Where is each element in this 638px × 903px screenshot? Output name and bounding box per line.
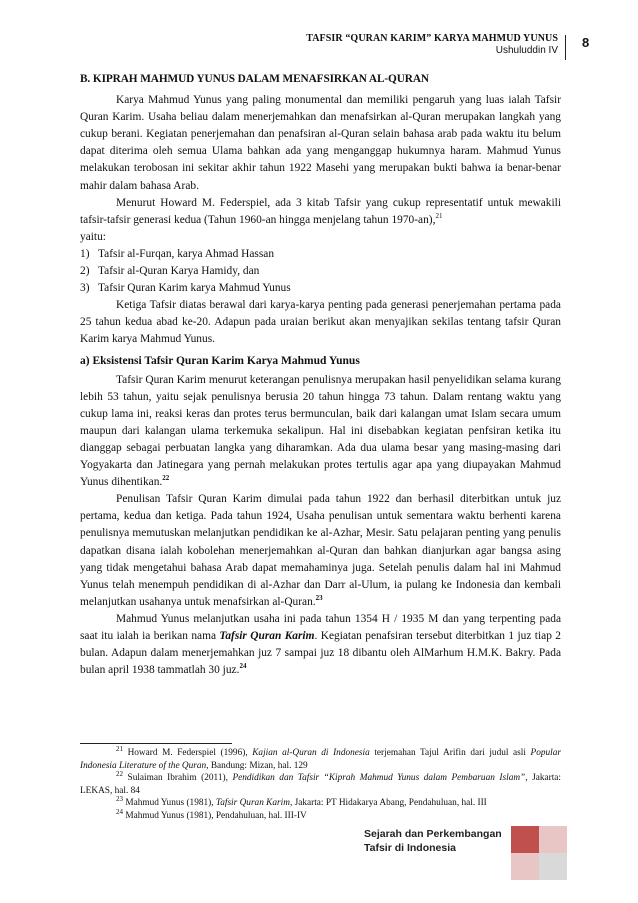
section-a-paragraph-3 bbox=[80, 611, 561, 679]
footnote-title: Kajian al-Quran di Indonesia bbox=[252, 748, 370, 758]
para-text: Tafsir Quran Karim menurut keterangan penulisnya merupakan hasil penyelidikan selama kurang lebih 53 tahun, yaitu sejak penulisnya berusia 20 tahun hingga 73 tahun. Dalam rentang waktu yang cukup lama ini, reaksi keras dan protes terus bermunculan, baik dari kalangan umat Islam secara umum maupun dari kalangan ulama terkemuka sekalipun. Hal ini disebabkan kegiatan penfsiran ketika itu dianggap sebagai perbuatan langka yang diharamkan. Ada dua ulama besar yang masing-masing dari Yogyakarta dan Jatinegara yang pernah melakukan protes tertulis agar apa yang diupayakan Mahmud Yunus dihentikan. bbox=[80, 373, 561, 489]
footnotes bbox=[80, 744, 561, 823]
footnote-text: Howard M. Federspiel (1996), bbox=[123, 748, 253, 758]
footnote-21 bbox=[80, 744, 561, 772]
footnote-ref-24[interactable]: 24 bbox=[239, 662, 247, 671]
footnote-title: Tafsir Quran Karim bbox=[215, 798, 290, 809]
decor-square-grey bbox=[539, 853, 567, 880]
header-divider bbox=[565, 35, 566, 60]
para-text: . Kegiatan penafsiran tersebut diterbitkan 1 juz tiap 2 bulan. Adapun dalam menerjemahkan juz 7 sampai juz 18 dibantu oleh AlMarhum H.M.K. Bakry. Pada bulan april 1938 tammatlah 30 juz. bbox=[80, 630, 561, 677]
footnote-title: Popular Indonesia Literature of the Quran bbox=[80, 748, 561, 771]
footer-title bbox=[364, 827, 502, 855]
list-text: Tafsir Quran Karim karya Mahmud Yunus bbox=[98, 282, 291, 295]
footnote-number: 21 bbox=[116, 744, 123, 753]
list-item bbox=[80, 280, 561, 297]
footnote-title: Pendidikan dan Tafsir “Kiprah Mahmud Yunus dalam Pembaruan Islam” bbox=[232, 773, 526, 784]
section-a-heading: a) Eksistensi Tafsir Quran Karim Karya Mahmud Yunus bbox=[80, 354, 360, 367]
footnote-23 bbox=[80, 797, 561, 810]
para-text: Mahmud Yunus melanjutkan usaha ini pada tahun 1354 H / 1935 M dan yang terpenting pada saat itu ialah ia berikan nama bbox=[80, 612, 561, 642]
running-header bbox=[306, 33, 558, 57]
list-item bbox=[80, 263, 561, 280]
footnote-text: , Jakarta: PT Hidakarya Abang, Pendahuluan, hal. III bbox=[289, 798, 487, 809]
footnote-text: terjemahan Tajul Arifin dari judul asli bbox=[369, 748, 531, 758]
header-title: TAFSIR “QURAN KARIM” KARYA MAHMUD YUNUS bbox=[306, 33, 558, 44]
footnote-number: 22 bbox=[116, 770, 123, 779]
decor-square-dark bbox=[511, 826, 539, 853]
list-number: 2) bbox=[80, 265, 90, 278]
footnote-text: , Jakarta: LEKAS, hal. 84 bbox=[80, 773, 561, 796]
tafsir-list bbox=[80, 246, 561, 297]
footnote-ref-21[interactable]: 21 bbox=[435, 211, 443, 220]
section-b-paragraph-3: Ketiga Tafsir diatas berawal dari karya-karya penting pada generasi penerjemahan pertama pada 25 tahun kedua abad ke-20. Adapun pada uraian berikut akan menyajikan sekilas tentang tafsir Quran Karim karya Mahmud Yunus. bbox=[80, 299, 561, 346]
footnote-text: Mahmud Yunus (1981), Pendahuluan, hal. III-IV bbox=[123, 810, 307, 821]
list-number: 1) bbox=[80, 247, 90, 260]
page-number: 8 bbox=[582, 35, 590, 50]
decor-square-light bbox=[511, 853, 539, 880]
book-title: Tafsir Quran Karim bbox=[219, 630, 315, 642]
body-text bbox=[80, 71, 561, 679]
decor-square-light bbox=[539, 826, 567, 853]
footnote-ref-22[interactable]: 22 bbox=[162, 474, 170, 483]
section-a-paragraph-1 bbox=[80, 372, 561, 492]
footnote-22 bbox=[80, 772, 561, 797]
list-item bbox=[80, 246, 561, 263]
section-b-paragraph-1: Karya Mahmud Yunus yang paling monumental dan memiliki pengaruh yang luas ialah Tafsir Quran Karim. Usaha beliau dalam menerjemahkan dan menafsirkan al-Quran merupakan langkah yang cukup berani. Kegiatan penerjemahan dan penafsiran al-Quran selain bahasa arab pada waktu itu belum dapat diterima oleh semua Ulama bahkan ada yang menganggap hukumnya haram. Mahmud Yunus melakukan terobosan ini sekitar akhir tahun 1922 Masehi yang merupakan bukti bahwa ia benar-benar mahir dalam bahasa Arab. bbox=[80, 94, 561, 192]
footnote-number: 24 bbox=[116, 807, 123, 816]
para2-text: Menurut Howard M. Federspiel, ada 3 kitab Tafsir yang cukup representatif untuk mewakili tafsir-tafsir generasi kedua (Tahun 1960-an hingga menjelang tahun 1970-an), bbox=[80, 196, 561, 226]
header-subtitle: Ushuluddin IV bbox=[495, 45, 558, 56]
footnote-number: 23 bbox=[116, 795, 123, 804]
section-b-heading: B. KIPRAH MAHMUD YUNUS DALAM MENAFSIRKAN AL-QURAN bbox=[80, 73, 429, 85]
para-text: Penulisan Tafsir Quran Karim dimulai pada tahun 1922 dan berhasil diterbitkan untuk juz pertama, kedua dan ketiga. Pada tahun 1924, Usaha penulisan untuk sementara waktu berhenti karena penulisnya memutuskan melanjutkan pendidikan ke al-Azhar, Mesir. Satu pelajaran penting yang penulis dapatkan disana ialah kobolehan menerjemahkan al-Quran dan bahkan dianjurkan agar bangsa asing yang tidak mengetahui bahasa Arab dapat memahaminya juga. Setelah penulis dalam hal ini Mahmud Yunus telah menempuh pendidikan di al-Azhar dan Darr al-Ulum, ia pulang ke Indonesia dan kembali melanjutkan usahanya untuk menafsirkan al-Quran. bbox=[80, 493, 561, 608]
footnote-text: , Bandung: Mizan, hal. 129 bbox=[206, 760, 308, 771]
footnote-ref-23[interactable]: 23 bbox=[315, 594, 323, 603]
footer-line-1: Sejarah dan Perkembangan bbox=[364, 828, 502, 840]
footer-line-2: Tafsir di Indonesia bbox=[364, 842, 456, 854]
section-b-paragraph-2-end: yaitu: bbox=[80, 230, 106, 243]
list-text: Tafsir al-Furqan, karya Ahmad Hassan bbox=[98, 247, 275, 260]
list-number: 3) bbox=[80, 282, 90, 295]
footnote-divider bbox=[80, 743, 232, 744]
section-b-paragraph-2 bbox=[80, 195, 561, 229]
list-text: Tafsir al-Quran Karya Hamidy, dan bbox=[98, 265, 260, 278]
footnote-text: Sulaiman Ibrahim (2011), bbox=[123, 773, 233, 784]
footnote-24 bbox=[80, 807, 561, 823]
footnote-text: Mahmud Yunus (1981), bbox=[123, 798, 216, 809]
section-a-paragraph-2 bbox=[80, 491, 561, 611]
